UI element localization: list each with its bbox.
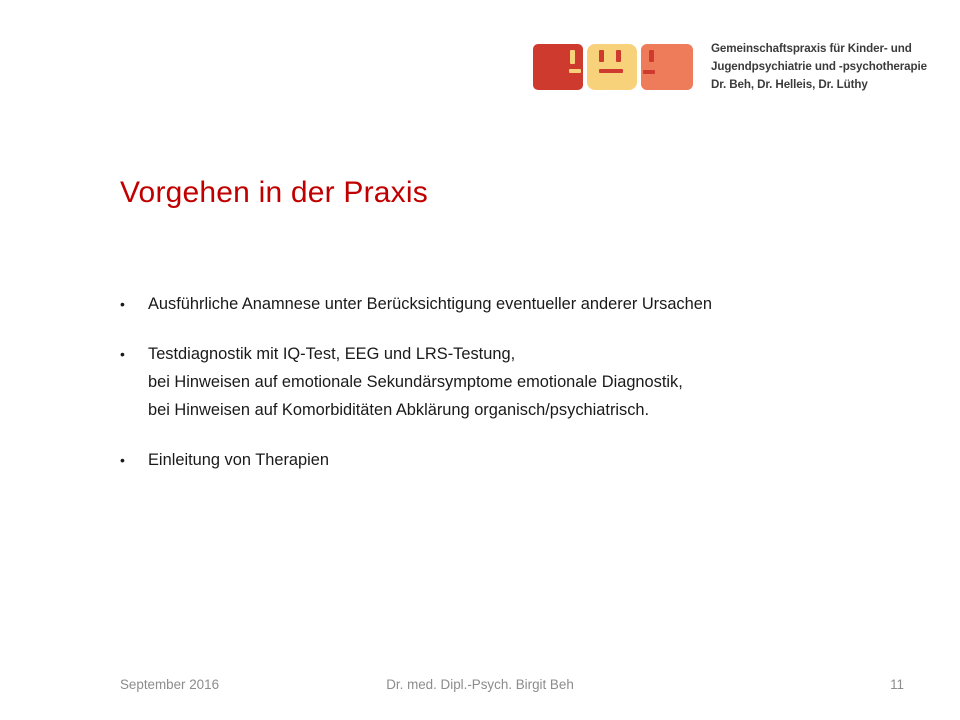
bullet-dot-icon: • bbox=[120, 296, 125, 312]
logo-orange-eye bbox=[649, 50, 654, 62]
bullet-dot-icon: • bbox=[120, 452, 125, 468]
bullet-item-therapien bbox=[120, 446, 900, 474]
bullet-subline: bei Hinweisen auf emotionale Sekundärsymptome emotionale Diagnostik, bbox=[148, 373, 683, 391]
bullet-text: Testdiagnostik mit IQ-Test, EEG und LRS-Testung, bbox=[148, 345, 516, 363]
bullet-dot-icon: • bbox=[120, 346, 125, 362]
logo-red-mouth bbox=[569, 69, 581, 73]
logo-yellow-eye-left bbox=[599, 50, 604, 62]
bullet-item-testdiagnostik bbox=[120, 340, 900, 368]
bullet-subline: bei Hinweisen auf Komorbiditäten Abklärung organisch/psychiatrisch. bbox=[148, 401, 650, 419]
page-number: 11 bbox=[890, 677, 904, 692]
logo-red-eye bbox=[570, 50, 575, 64]
footer-date: September 2016 bbox=[120, 677, 220, 692]
bullet-list bbox=[120, 290, 900, 474]
practice-name-line-3: Dr. Beh, Dr. Helleis, Dr. Lüthy bbox=[711, 78, 868, 91]
logo-red-tile bbox=[533, 44, 583, 90]
logo-faces-icon bbox=[533, 42, 693, 92]
practice-name-line-2: Jugendpsychiatrie und -psychotherapie bbox=[711, 60, 927, 73]
bullet-item-anamnese bbox=[120, 290, 900, 318]
logo-orange-mouth bbox=[643, 70, 655, 74]
logo-yellow-mouth bbox=[599, 69, 623, 73]
practice-name bbox=[711, 40, 951, 94]
logo-orange-tile bbox=[641, 44, 693, 90]
bullet-text: Ausführliche Anamnese unter Berücksichtigung eventueller anderer Ursachen bbox=[148, 295, 712, 313]
logo-yellow-tile bbox=[587, 44, 637, 90]
footer-author: Dr. med. Dipl.-Psych. Birgit Beh bbox=[386, 677, 574, 692]
logo-yellow-eye-right bbox=[616, 50, 621, 62]
practice-name-line-1: Gemeinschaftspraxis für Kinder- und bbox=[711, 42, 912, 55]
slide-title: Vorgehen in der Praxis bbox=[120, 176, 428, 209]
bullet-text: Einleitung von Therapien bbox=[148, 451, 330, 469]
practice-logo bbox=[533, 42, 693, 92]
